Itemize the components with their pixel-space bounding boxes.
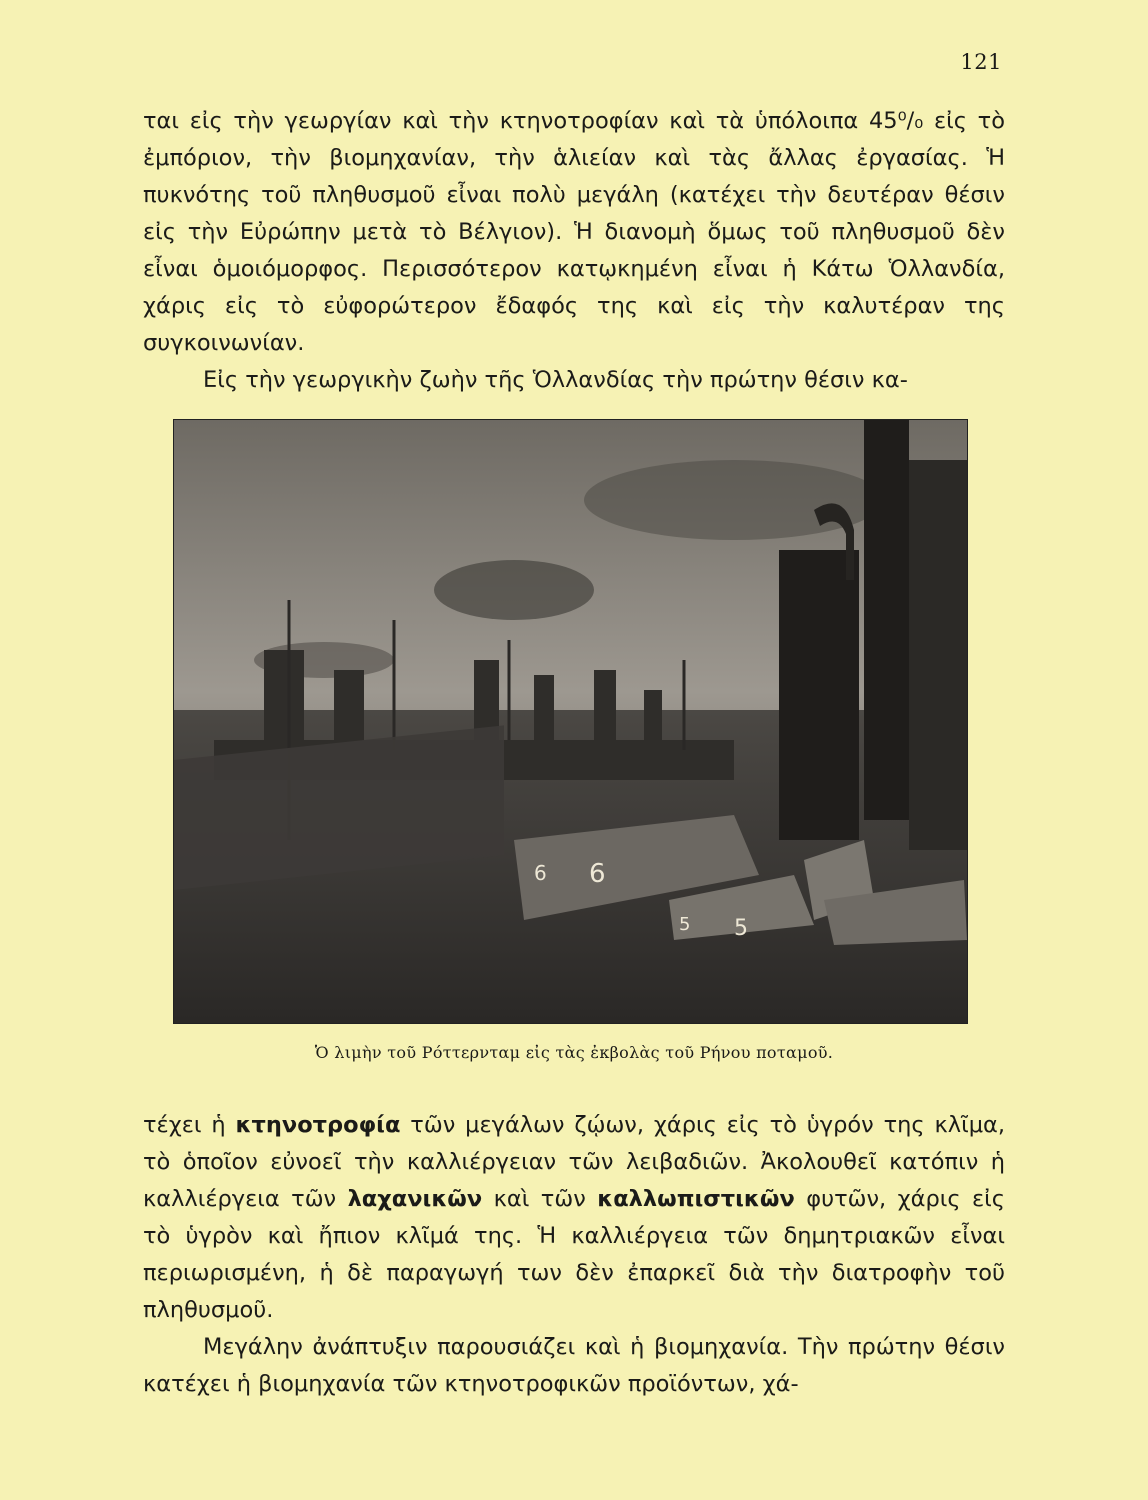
text-run: τέχει ἡ <box>143 1112 236 1138</box>
elevator-tower <box>779 550 859 840</box>
rotterdam-harbor-photo <box>174 420 967 1023</box>
barge-number: 6 <box>534 861 547 885</box>
top-text-block <box>143 103 1005 399</box>
warehouse <box>909 460 967 850</box>
smoke-cloud <box>584 460 884 540</box>
text-run: καὶ τῶν <box>482 1186 598 1212</box>
text-run: φυτῶν, χάρις εἰς τὸ ὑγρὸν καὶ ἤπιον κλῖμά της. Ἡ καλλιέργεια τῶν δημητριακῶν εἶναι περιωρισμένη, ἡ δὲ παραγωγή των δὲν ἐπαρκεῖ διὰ τὴν διατροφὴν τοῦ πληθυσμοῦ. <box>143 1186 1006 1323</box>
text-run: τῶν μεγάλων ζῴων, χάρις εἰς τὸ ὑγρόν της κλῖμα, τὸ ὁποῖον εὐνοεῖ τὴν καλλιέργειαν τῶν λειβαδιῶν. Ἀκολουθεῖ κατόπιν ἡ καλλιέργεια τῶν <box>143 1112 1005 1212</box>
barge-number: 6 <box>589 859 606 889</box>
figure-caption: Ὁ λιμὴν τοῦ Ρόττερνταμ εἰς τὰς ἐκβολὰς τοῦ Ρήνου ποταμοῦ. <box>314 1043 834 1062</box>
crane-tower <box>864 420 909 820</box>
bottom-text-block <box>143 1107 1005 1403</box>
paragraph-population: ται εἰς τὴν γεωργίαν καὶ τὴν κτηνοτροφίαν καὶ τὰ ὑπόλοιπα 45⁰/₀ εἰς τὸ ἐμπόριον, τὴν βιομηχανίαν, τὴν ἁλιείαν καὶ τὰς ἄλλας ἐργασίας. Ἡ πυκνότης τοῦ πληθυσμοῦ εἶναι πολὺ μεγάλη (κατέχει τὴν δευτέραν θέσιν εἰς τὴν Εὐρώπην μετὰ τὸ Βέλγιον). Ἡ διανομὴ ὅμως τοῦ πληθυσμοῦ δὲν εἶναι ὁμοιόμορφος. Περισσότερον κατῳκημένη εἶναι ἡ Κάτω Ὁλλανδία, χάρις εἰς τὸ εὐφορώτερον ἔδαφός της καὶ εἰς τὴν καλυτέραν της συγκοινωνίαν. <box>143 108 1005 356</box>
paragraph-livestock <box>143 1107 1005 1329</box>
bold-term: κτηνοτροφία <box>235 1112 401 1138</box>
paragraph-industry: Μεγάλην ἀνάπτυξιν παρουσιάζει καὶ ἡ βιομηχανία. Τὴν πρώτην θέσιν κατέχει ἡ βιομηχανία τῶν κτηνοτροφικῶν προϊόντων, χά- <box>143 1334 1005 1397</box>
smoke-cloud <box>434 560 594 620</box>
harbor-illustration <box>174 420 967 1023</box>
paragraph-agriculture-start: Εἰς τὴν γεωργικὴν ζωὴν τῆς Ὁλλανδίας τὴν πρώτην θέσιν κα- <box>203 367 908 393</box>
page-number: 121 <box>960 50 1002 74</box>
barge-number: 5 <box>734 916 748 941</box>
barge-number: 5 <box>679 914 691 935</box>
bold-term: καλλωπιστικῶν <box>597 1186 795 1212</box>
bold-term: λαχανικῶν <box>347 1186 483 1212</box>
